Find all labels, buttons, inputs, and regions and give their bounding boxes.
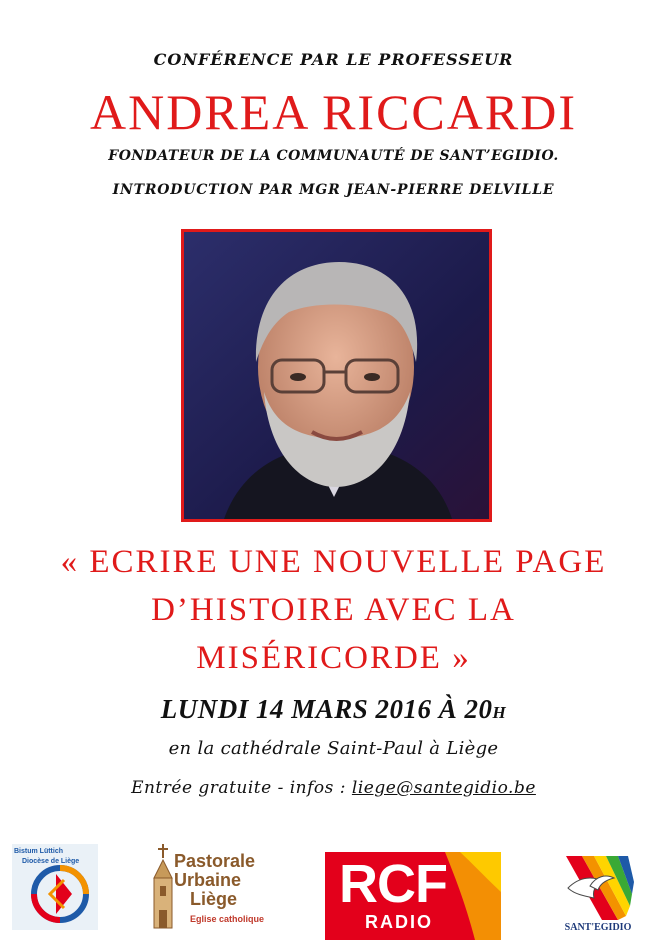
speaker-role: FONDATEUR DE LA COMMUNAUTÉ DE SANT’EGIDIO. xyxy=(108,148,559,164)
title-line-2: D’HISTOIRE AVEC LA xyxy=(151,592,516,628)
pastorale-text xyxy=(174,852,255,909)
santegidio-label: SANT'EGIDIO xyxy=(564,922,632,933)
conference-kicker: CONFÉRENCE PAR LE PROFESSEUR xyxy=(153,50,514,69)
event-date-main: LUNDI 14 MARS 2016 À 20 xyxy=(160,694,493,724)
diocese-arc-bottom: Diocèse de Liège xyxy=(22,858,80,865)
pastorale-line-2: Urbaine xyxy=(174,870,242,890)
diocese-liege-logo xyxy=(12,844,98,930)
pastorale-line-1: Pastorale xyxy=(174,851,256,871)
rcf-radio-logo xyxy=(325,852,501,940)
pastorale-urbaine-logo xyxy=(146,842,286,932)
speaker-portrait xyxy=(181,229,492,522)
speaker-name: ANDREA RICCARDI xyxy=(90,84,577,140)
title-line-1: « ECRIRE UNE NOUVELLE PAGE xyxy=(60,544,607,580)
event-venue: en la cathédrale Saint-Paul à Liège xyxy=(168,738,499,759)
pastorale-subtitle: Eglise catholique xyxy=(190,914,265,924)
event-date xyxy=(0,694,667,725)
title-line-3: MISÉRICORDE » xyxy=(196,640,471,676)
diocese-emblem-icon xyxy=(12,844,98,930)
introduction-line: INTRODUCTION PAR MGR JEAN-PIERRE DELVILLE xyxy=(112,182,555,198)
rcf-radio-label: RADIO xyxy=(365,912,433,932)
email-link[interactable]: liege@santegidio.be xyxy=(351,778,536,798)
entry-label: Entrée gratuite - infos : xyxy=(131,778,352,798)
dove-rainbow-icon xyxy=(560,846,636,922)
pastorale-line-3: Liège xyxy=(190,889,238,909)
conference-title xyxy=(0,538,667,682)
diocese-arc-top: Bistum Lüttich xyxy=(14,848,63,855)
event-entry xyxy=(0,778,667,798)
rcf-wordmark: RCF xyxy=(339,854,447,914)
event-date-suffix: H xyxy=(492,703,507,722)
santegidio-logo xyxy=(560,846,636,936)
portrait-illustration xyxy=(184,232,489,519)
